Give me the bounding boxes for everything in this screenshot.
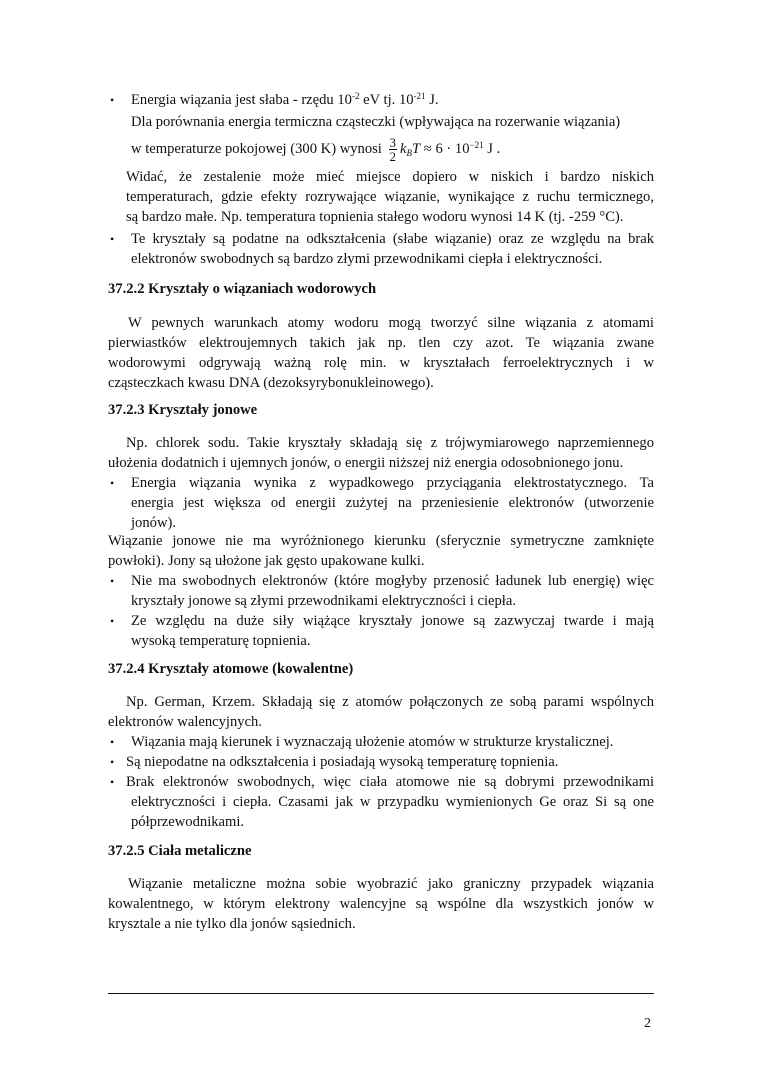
- paragraph-line: krysztale a nie tylko dla jonów sąsiednich.: [108, 916, 356, 932]
- paragraph-line: Np. German, Krzem. Składają się z atomów połączonych ze sobą parami wspólnych: [126, 694, 654, 710]
- paragraph-line: W pewnych warunkach atomy wodoru mogą tworzyć silne wiązania z atomami: [128, 315, 654, 331]
- paragraph-line: Dla porównania energia termiczna cząsteczki (wpływająca na rozerwanie wiązania): [131, 114, 621, 130]
- paragraph-line: półprzewodnikami.: [131, 814, 245, 830]
- paragraph-line: kowalentnego, w którym elektrony walencyjne są wspólne dla wszystkich jonów w: [108, 896, 654, 912]
- paragraph-line: Są niepodatne na odkształcenia i posiadają wysoką temperaturę topnienia.: [126, 754, 559, 770]
- bullet-marker: •: [110, 614, 115, 628]
- formula-line: w temperaturze pokojowej (300 K) wynosi $\frac{3}{2}$ $k_BT \approx 6 \cdot 10^{-21}$ J .: [131, 135, 501, 165]
- section-heading: 37.2.2 Kryształy o wiązaniach wodorowych: [108, 281, 377, 297]
- paragraph-line: Te kryształy są podatne na odkształcenia (słabe wiązanie) oraz ze względu na brak: [131, 231, 654, 247]
- paragraph-line: Brak elektronów swobodnych, więc ciała atomowe nie są dobrymi przewodnikami: [126, 774, 654, 790]
- paragraph-line: energia jest większa od energii zużytej na przeniesienie elektronów (utworzenie: [131, 495, 654, 511]
- bullet-marker: •: [110, 775, 115, 789]
- paragraph-line: temperaturach, gdzie efekty rozrywające wiązanie, wynikające z ruchu termicznego,: [126, 189, 654, 205]
- paragraph-line: Wiązanie jonowe nie ma wyróżnionego kierunku (sferycznie symetryczne zamknięte: [108, 533, 654, 549]
- paragraph-line: powłoki). Jony są ułożone jak gęsto upakowane kulki.: [108, 553, 425, 569]
- paragraph-line: Np. chlorek sodu. Takie kryształy składają się z trójwymiarowego naprzemiennego: [126, 435, 654, 451]
- section-heading: 37.2.4 Kryształy atomowe (kowalentne): [108, 661, 354, 677]
- section-heading: 37.2.5 Ciała metaliczne: [108, 843, 252, 859]
- bullet-marker: •: [110, 755, 115, 769]
- paragraph-line: ułożenia dodatnich i ujemnych jonów, o energii niższej niż energia odosobnionego jonu.: [108, 455, 624, 471]
- paragraph-line: cząsteczkach kwasu DNA (dezoksyrybonukleinowego).: [108, 375, 434, 391]
- paragraph-line: elektronów walencyjnych.: [108, 714, 262, 730]
- paragraph-line: Wiązanie metaliczne można sobie wyobrazić jako graniczny przypadek wiązania: [128, 876, 654, 892]
- paragraph-line: jonów).: [131, 515, 176, 531]
- paragraph-line: Energia wiązania jest słaba - rzędu $10^{-2}$ eV tj. $10^{-21}$ J.: [131, 91, 439, 108]
- paragraph-line: Nie ma swobodnych elektronów (które mogłyby przenosić ładunek lub energię) więc: [131, 573, 654, 589]
- paragraph-line: elektronów swobodnych są bardzo złymi przewodnikami ciepła i elektryczności.: [131, 251, 603, 267]
- bullet-marker: •: [110, 476, 115, 490]
- paragraph-line: Widać, że zestalenie może mieć miejsce dopiero w niskich i bardzo niskich: [126, 169, 654, 185]
- page-number: 2: [644, 1016, 651, 1031]
- section-heading: 37.2.3 Kryształy jonowe: [108, 402, 258, 418]
- paragraph-line: elektryczności i ciepła. Czasami jak w przypadku wymienionych Ge oraz Si są one: [131, 794, 654, 810]
- paragraph-line: wodorowymi odgrywają ważną rolę min. w kryształach ferroelektrycznych i w: [108, 355, 654, 371]
- bullet-marker: •: [110, 232, 115, 246]
- paragraph-line: Energia wiązania wynika z wypadkowego przyciągania elektrostatycznego. Ta: [131, 475, 654, 491]
- paragraph-line: Wiązania mają kierunek i wyznaczają ułożenie atomów w strukturze krystalicznej.: [131, 734, 614, 750]
- bullet-marker: •: [110, 93, 115, 107]
- footer-rule: [108, 993, 654, 994]
- paragraph-line: są bardzo małe. Np. temperatura topnienia stałego wodoru wynosi 14 K (tj. -259 °C).: [126, 209, 624, 225]
- bullet-marker: •: [110, 735, 115, 749]
- paragraph-line: pierwiastków elektroujemnych takich jak np. tlen czy azot. Te wiązania zwane: [108, 335, 654, 351]
- fraction: $\frac{3}{2}$: [389, 135, 397, 165]
- paragraph-line: wysoką temperaturę topnienia.: [131, 633, 311, 649]
- paragraph-line: kryształy jonowe są złymi przewodnikami elektryczności i ciepła.: [131, 593, 516, 609]
- bullet-marker: •: [110, 574, 115, 588]
- paragraph-line: Ze względu na duże siły wiążące kryształy jonowe są zazwyczaj twarde i mają: [131, 613, 654, 629]
